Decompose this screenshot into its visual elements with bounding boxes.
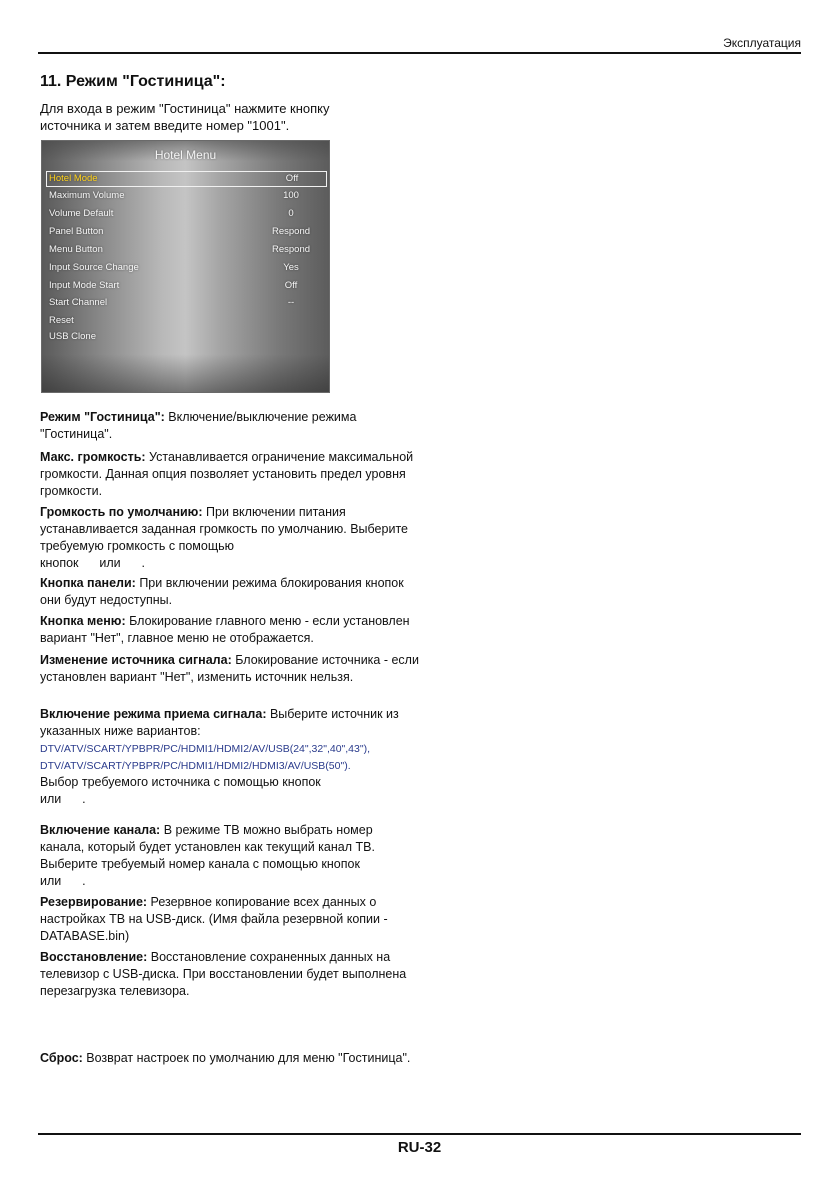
- desc-term: Кнопка панели:: [40, 576, 136, 590]
- hotel-menu-item-volume-default: [46, 206, 327, 223]
- menu-item-value: Respond: [271, 226, 311, 237]
- desc-term: Макс. громкость:: [40, 450, 146, 464]
- menu-item-value: --: [287, 297, 295, 308]
- desc-text: При включении режима блокирования кнопок они будут недоступны.: [40, 576, 404, 607]
- menu-item-value: 0: [288, 208, 294, 219]
- source-list-large: DTV/ATV/SCART/YPBPR/PC/HDMI1/HDMI2/HDMI3/AV/USB(50").: [40, 760, 351, 772]
- menu-item-value: Yes: [283, 262, 299, 273]
- footer-rule: [38, 1133, 801, 1135]
- desc-text: Включение/выключение режима "Гостиница".: [40, 410, 357, 441]
- desc-term: Громкость по умолчанию:: [40, 505, 203, 519]
- hotel-menu-item-input-mode-start: [46, 278, 327, 295]
- menu-item-label: Input Source Change: [49, 262, 139, 273]
- menu-item-label: Start Channel: [49, 297, 108, 308]
- hotel-menu-title: Hotel Menu: [154, 148, 217, 162]
- desc-max-volume: [40, 449, 420, 500]
- desc-line-end: или .: [40, 792, 86, 806]
- desc-text: Возврат настроек по умолчанию для меню "Гостиница".: [82, 1051, 411, 1065]
- desc-start-channel: [40, 822, 420, 890]
- menu-item-label: USB Clone: [49, 331, 96, 342]
- hotel-menu-item-hotel-mode: [46, 171, 327, 187]
- desc-text: В режиме ТВ можно выбрать номер канала, который будет установлен как текущий канал ТВ. Выберите требуемый номер канала с помощью кнопок: [40, 823, 375, 871]
- desc-term: Резервирование:: [40, 895, 148, 909]
- desc-source-change: [40, 652, 420, 686]
- desc-text: Блокирование главного меню - если установлен вариант "Нет", главное меню не отображается.: [40, 614, 410, 645]
- desc-after-text: Выбор требуемого источника с помощью кнопок: [40, 775, 321, 789]
- menu-item-label: Input Mode Start: [49, 280, 120, 291]
- desc-hotel-mode: [40, 409, 420, 443]
- desc-panel-button: [40, 575, 420, 609]
- hotel-menu-item-usb-clone: [46, 329, 327, 346]
- hotel-menu-item-panel-button: [46, 224, 327, 241]
- desc-input-mode-start: [40, 706, 420, 808]
- desc-text: Блокирование источника - если установлен вариант "Нет", изменить источник нельзя.: [40, 653, 419, 684]
- section-title: 11. Режим "Гостиница":: [40, 73, 226, 90]
- desc-term: Включение режима приема сигнала:: [40, 707, 267, 721]
- desc-default-volume: [40, 504, 420, 572]
- menu-item-label: Hotel Mode: [49, 173, 98, 184]
- desc-term: Включение канала:: [40, 823, 161, 837]
- hotel-menu-item-input-source-change: [46, 260, 327, 277]
- desc-term: Кнопка меню:: [40, 614, 126, 628]
- desc-text: Резервное копирование всех данных о настройках ТВ на USB-диск. (Имя файла резервной копии - DATABASE.bin): [40, 895, 388, 943]
- hotel-menu-item-menu-button: [46, 242, 327, 259]
- page-number: RU-32: [397, 1139, 442, 1156]
- menu-item-label: Reset: [49, 315, 74, 326]
- hotel-menu-item-start-channel: [46, 295, 327, 312]
- menu-item-value: 100: [283, 190, 299, 201]
- desc-term: Изменение источника сигнала:: [40, 653, 232, 667]
- desc-restore: [40, 949, 420, 1000]
- header-rule: [38, 52, 801, 54]
- desc-reset: [40, 1050, 420, 1067]
- hotel-menu-screenshot: [41, 140, 330, 393]
- desc-text: Устанавливается ограничение максимальной громкости. Данная опция позволяет установить предел уровня громкости.: [40, 450, 414, 498]
- desc-term: Восстановление:: [40, 950, 148, 964]
- desc-text: Восстановление сохраненных данных на телевизор с USB-диска. При восстановлении будет выполнена перезагрузка телевизора.: [40, 950, 407, 998]
- menu-item-label: Maximum Volume: [49, 190, 125, 201]
- menu-item-label: Volume Default: [49, 208, 114, 219]
- desc-term: Режим "Гостиница":: [40, 410, 165, 424]
- desc-text: При включении питания устанавливается заданная громкость по умолчанию. Выберите требуемую громкость с помощью: [40, 505, 408, 553]
- desc-line-end: или .: [40, 874, 86, 888]
- desc-text: Выберите источник из указанных ниже вариантов:: [40, 707, 399, 738]
- hotel-menu-item-maximum-volume: [46, 188, 327, 205]
- header-section-title: Эксплуатация: [723, 36, 801, 50]
- desc-line-end: кнопок или .: [40, 556, 145, 570]
- desc-menu-button: [40, 613, 420, 647]
- desc-term: Сброс:: [40, 1051, 83, 1065]
- intro-paragraph: Для входа в режим "Гостиница" нажмите кнопку источника и затем введите номер "1001".: [40, 101, 330, 133]
- hotel-menu-item-reset: [46, 313, 327, 330]
- desc-backup: [40, 894, 420, 945]
- menu-item-value: Respond: [271, 244, 311, 255]
- menu-item-label: Menu Button: [49, 244, 103, 255]
- menu-item-label: Panel Button: [49, 226, 104, 237]
- source-list-small: DTV/ATV/SCART/YPBPR/PC/HDMI1/HDMI2/AV/USB(24",32",40",43"),: [40, 743, 371, 755]
- menu-item-value: Off: [284, 280, 298, 291]
- menu-item-value: Off: [285, 173, 299, 184]
